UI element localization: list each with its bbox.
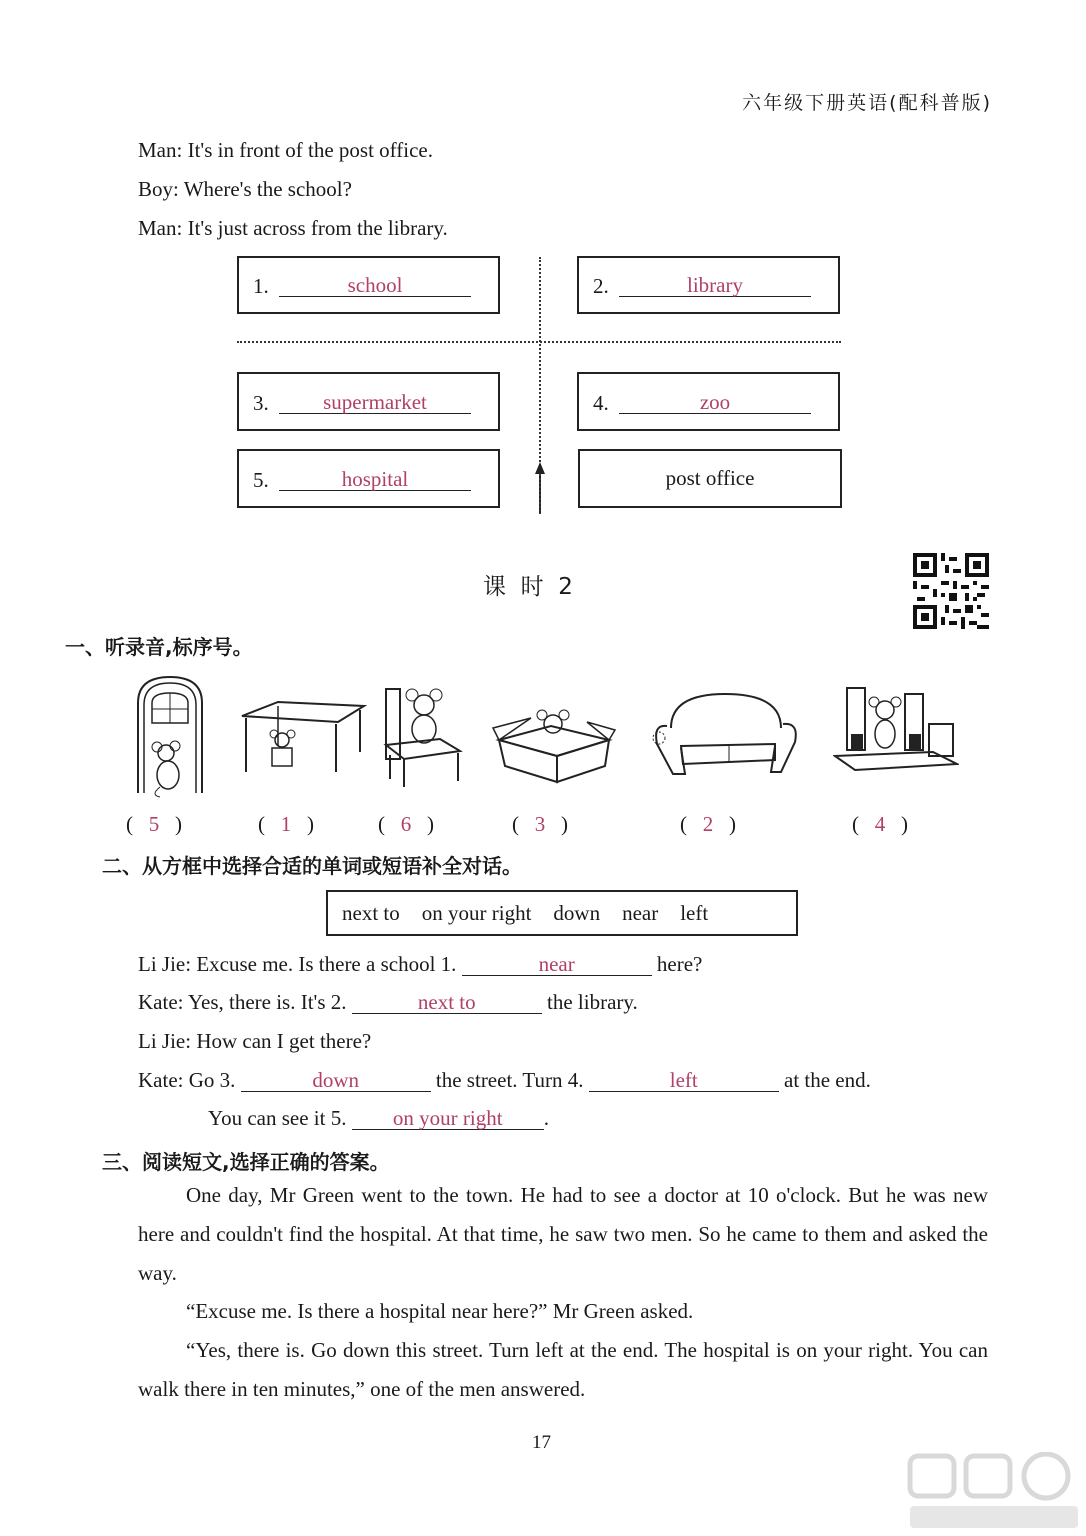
answer-blank: school: [279, 274, 471, 297]
section-1-title: 一、听录音,标序号。: [65, 635, 253, 659]
answer-blank: library: [619, 274, 811, 297]
dialog-text: Li Jie: Excuse me. Is there a school 1.: [138, 952, 457, 976]
section-2-title: 二、从方框中选择合适的单词或短语补全对话。: [102, 854, 522, 878]
section-3-title: 三、阅读短文,选择正确的答案。: [102, 1150, 390, 1174]
box-number: 4.: [593, 391, 609, 415]
dialog-text: here?: [656, 952, 703, 976]
answer-paren-1: ( 5 ): [126, 812, 182, 836]
picture-mouse-on-chair: [380, 683, 465, 791]
dialog2-line-2: [138, 990, 638, 1015]
picture-mouse-under-table: [238, 696, 368, 776]
word-option: next to: [342, 901, 400, 925]
map-box-2: [577, 256, 840, 314]
book-title: 六年级下册英语(配科普版): [742, 92, 992, 114]
answer-blank: zoo: [619, 391, 811, 414]
word-option: on your right: [421, 901, 532, 925]
word-option: down: [553, 901, 601, 925]
dialog-line-2: Boy: Where's the school?: [138, 177, 352, 201]
picture-mouse-in-box: [491, 700, 617, 784]
answer-blank: hospital: [279, 468, 471, 491]
dialog2-line-1: [138, 952, 702, 977]
dialog-text: Kate: Go 3.: [138, 1068, 236, 1092]
dialog-text: Kate: Yes, there is. It's 2.: [138, 990, 347, 1014]
word-option: left: [680, 901, 709, 925]
answer-paren-3: ( 6 ): [378, 812, 434, 836]
reading-paragraph-3: “Yes, there is. Go down this street. Turn left at the end. The hospital is on your right. You can walk there in ten minutes,” one of the men answered.: [138, 1338, 988, 1401]
box-number: 5.: [253, 468, 269, 492]
reading-paragraph-1: One day, Mr Green went to the town. He had to see a doctor at 10 o'clock. But he was new here and couldn't find the hospital. At that time, he saw two men. So he came to them and asked the way.: [138, 1183, 988, 1285]
answer-paren-4: ( 3 ): [512, 812, 568, 836]
page-number: 17: [532, 1432, 551, 1453]
answer-2: 1: [280, 812, 292, 836]
dialog-text: the library.: [547, 990, 638, 1014]
box-number: 2.: [593, 274, 609, 298]
answer-paren-6: ( 4 ): [852, 812, 908, 836]
lesson-title: 课 时 2: [483, 574, 573, 600]
post-office-label: post office: [665, 466, 755, 490]
answer-6: 4: [874, 812, 886, 836]
map-box-post-office: [578, 449, 842, 508]
answer-1: 5: [148, 812, 160, 836]
answer-blank: down: [241, 1069, 431, 1092]
answer-5: 2: [702, 812, 714, 836]
answer-paren-2: ( 1 ): [258, 812, 314, 836]
dialog-line-3: Man: It's just across from the library.: [138, 216, 448, 240]
answer-blank: near: [462, 953, 652, 976]
picture-mouse-between-boxes: [833, 684, 959, 784]
direction-arrow-icon: [530, 462, 550, 516]
dialog-text: at the end.: [784, 1068, 871, 1092]
reading-paragraph-2: “Excuse me. Is there a hospital near here?” Mr Green asked.: [186, 1299, 694, 1323]
answer-3: 6: [400, 812, 412, 836]
dialog-text: the street. Turn 4.: [435, 1068, 584, 1092]
answer-blank: supermarket: [279, 391, 471, 414]
answer-blank: on your right: [352, 1107, 544, 1130]
dialog-line-1: Man: It's in front of the post office.: [138, 138, 434, 162]
answer-blank: left: [589, 1069, 779, 1092]
box-number: 3.: [253, 391, 269, 415]
dialog-text: .: [543, 1106, 549, 1130]
map-box-1: [237, 256, 500, 314]
picture-mouse-beside-sofa: [645, 688, 803, 778]
map-box-3: [237, 372, 500, 431]
map-box-5: [237, 449, 500, 508]
dialog-text: You can see it 5.: [208, 1106, 347, 1130]
watermark-logo-icon: [906, 1452, 1082, 1532]
word-box: [326, 890, 798, 936]
picture-mouse-behind-door: [130, 673, 210, 798]
box-number: 1.: [253, 274, 269, 298]
answer-blank: next to: [352, 991, 542, 1014]
dialog2-line-4: [138, 1068, 871, 1093]
qr-code-icon[interactable]: [913, 553, 989, 629]
answer-paren-5: ( 2 ): [680, 812, 736, 836]
answer-4: 3: [534, 812, 546, 836]
word-option: near: [622, 901, 659, 925]
map-box-4: [577, 372, 840, 431]
dialog2-line-5: [208, 1106, 549, 1131]
dialog2-line-3: Li Jie: How can I get there?: [138, 1029, 372, 1053]
